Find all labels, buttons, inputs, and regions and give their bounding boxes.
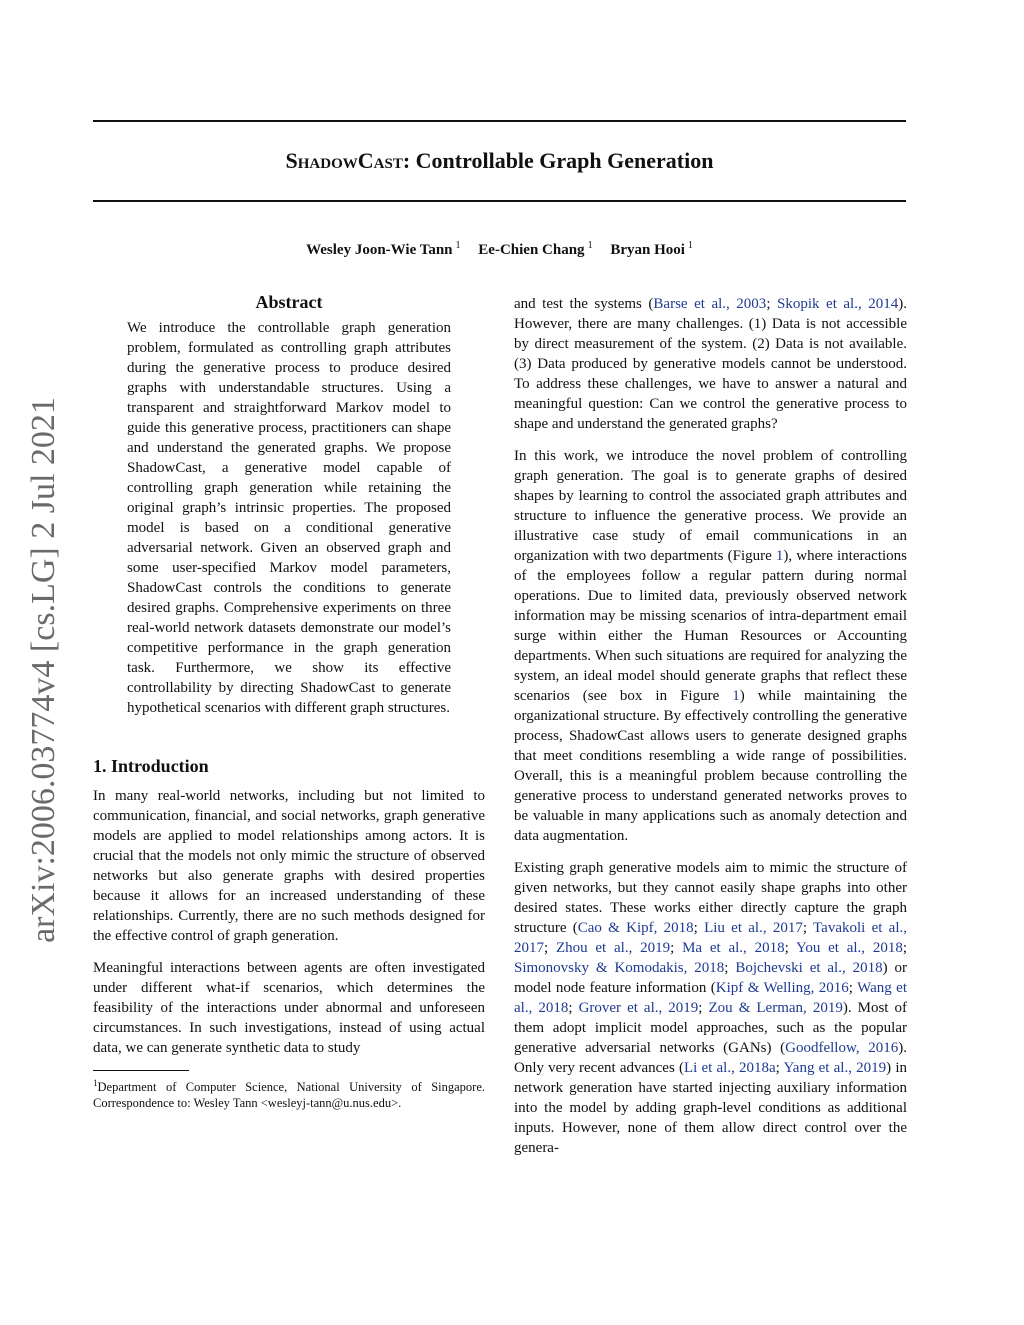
citation-link[interactable]: Yang et al., 2019: [783, 1060, 887, 1076]
paper-title: [93, 146, 906, 176]
separator: ;: [724, 960, 736, 976]
footnote-text: Department of Computer Science, National University of Singapore. Correspondence to: Wesley Tann <wesleyj-tann@u.nus.edu>.: [93, 1080, 485, 1111]
author-2-affil: 1: [587, 240, 593, 251]
right-column: [514, 294, 907, 1170]
author-3-name: Bryan Hooi: [610, 242, 685, 258]
citation-link[interactable]: Li et al., 2018a: [683, 1060, 776, 1076]
title-top-rule: [93, 120, 906, 122]
separator: ;: [693, 920, 705, 936]
right-paragraph-2: [514, 446, 907, 846]
separator: ;: [544, 940, 556, 956]
author-3: [610, 242, 693, 258]
author-3-affil: 1: [687, 240, 693, 251]
citation-link[interactable]: Cao & Kipf, 2018: [577, 920, 694, 936]
footnote-rule: [93, 1070, 189, 1071]
author-1-affil: 1: [455, 240, 461, 251]
abstract-heading: Abstract: [255, 292, 323, 312]
separator: ;: [698, 1000, 709, 1016]
text-run: ) while maintaining the organizational structure. By effectively controlling the generative process, ShadowCast allows users to generate designed graphs that meet conditions resembling a wide range of possibilities. Overall, this is a meaningful problem because controlling the generative process to understand generated networks proves to be valuable in many applications such as anomaly detection and data augmentation.: [514, 688, 907, 844]
text-run: ) or model node feature information (: [514, 960, 907, 996]
right-paragraph-3: [514, 858, 907, 1158]
citation-link[interactable]: Kipf & Welling, 2016: [715, 980, 849, 996]
separator: ;: [670, 940, 683, 956]
separator: ;: [775, 1060, 784, 1076]
citation-link[interactable]: Goodfellow, 2016: [785, 1040, 899, 1056]
citation-link[interactable]: Bojchevski et al., 2018: [735, 960, 883, 976]
title-bottom-rule: [93, 200, 906, 202]
citation-link[interactable]: Ma et al., 2018: [682, 940, 785, 956]
citation-link[interactable]: Grover et al., 2019: [578, 1000, 699, 1016]
figure-ref-link[interactable]: 1: [732, 688, 740, 704]
abstract-text: We introduce the controllable graph generation problem, formulated as controlling graph attributes during the generative process to produce desired graphs with understandable structures. Using a transparent and straightforward Markov model to guide this generative process, practitioners can shape and understand the generated graphs. We propose ShadowCast, a generative model capable of controlling graph generation while retaining the original graph’s intrinsic properties. The proposed model is based on a conditional generative adversarial network. Given an observed graph and some user-specified Markov model parameters, ShadowCast controls the conditions to generate desired graphs. Comprehensive experiments on three real-world network datasets demonstrate our model’s competitive performance in the graph generation task. Furthermore, we show its effective controllability by directing ShadowCast to generate hypothetical scenarios with different graph structures.: [127, 320, 451, 716]
citation-link[interactable]: Skopik et al., 2014: [777, 296, 899, 312]
text-run: ;: [766, 296, 778, 312]
left-column: [93, 290, 485, 1111]
footnote: [93, 1075, 485, 1111]
author-1: [306, 242, 460, 258]
right-paragraph-1: [514, 294, 907, 434]
citation-link[interactable]: Zhou et al., 2019: [555, 940, 671, 956]
separator: ;: [568, 1000, 579, 1016]
text-run: Existing graph generative models aim to mimic the structure of given networks, but they cannot easily shape graphs into other desired states. These works either directly capture the graph structure (: [514, 860, 907, 936]
author-1-name: Wesley Joon-Wie Tann: [306, 242, 453, 258]
separator: ;: [784, 940, 796, 956]
author-2: [478, 242, 592, 258]
title-rest: : Controllable Graph Generation: [402, 148, 714, 173]
text-run: and test the systems (: [514, 296, 654, 312]
title-model-name: ShadowCast: [285, 148, 403, 173]
citation-link[interactable]: Tavakoli et al., 2017: [514, 920, 907, 956]
separator: ;: [848, 980, 858, 996]
citation-link[interactable]: Barse et al., 2003: [653, 296, 767, 312]
citation-link[interactable]: Liu et al., 2017: [704, 920, 803, 936]
text-run: ). Most of them adopt implicit model approaches, such as the popular generative adversarial networks (GANs) (: [514, 1000, 907, 1056]
footnote-mark: 1: [93, 1078, 98, 1088]
author-list: [93, 236, 906, 260]
intro-paragraph-1: In many real-world networks, including but not limited to communication, financial, and social networks, graph generative models are applied to model relationships among actors. It is crucial that the models not only mimic the structure of observed networks but also generate graphs with desired properties because it allows for an increased understanding of these relationships. Currently, there are no such methods designed for the effective control of graph generation.: [93, 788, 485, 944]
text-run: ), where interactions of the employees follow a regular pattern during normal operations. Due to limited data, previously observed network information may be missing scenarios of intra-department email surge within either the Human Resources or Accounting departments. When such situations are required for analyzing the system, an ideal model should generate graphs that reflect these scenarios (see box in Figure: [514, 548, 907, 704]
text-run: ). Only very recent advances (: [514, 1040, 907, 1076]
text-run: In this work, we introduce the novel problem of controlling graph generation. The goal is to generate graphs of desired shapes by learning to control the associated graph attributes and structure to influence the generative process. We provide an illustrative case study of email communications in an organization with two departments (Figure: [514, 448, 907, 564]
text-run: ) in network generation have started injecting auxiliary information into the model by adding graph-level conditions as additional inputs. However, none of them allow direct control over the genera-: [514, 1060, 907, 1156]
figure-ref-link[interactable]: 1: [775, 548, 784, 564]
text-run: ). However, there are many challenges. (1) Data is not accessible by direct measurement of the system. (2) Data is not available. (3) Data produced by generative models cannot be understood. To address these challenges, we have to answer a natural and meaningful question: Can we control the generative process to shape and understand the generated graphs?: [514, 296, 907, 432]
separator: ;: [902, 940, 907, 956]
arxiv-stamp: arXiv:2006.03774v4 [cs.LG] 2 Jul 2021: [25, 397, 62, 943]
citation-link[interactable]: Zou & Lerman, 2019: [708, 1000, 843, 1016]
separator: ;: [802, 920, 814, 936]
citation-link[interactable]: Wang et al., 2018: [514, 980, 907, 1016]
author-2-name: Ee-Chien Chang: [478, 242, 585, 258]
introduction-heading: 1. Introduction: [93, 756, 209, 776]
intro-paragraph-2: Meaningful interactions between agents are often investigated under different what-if scenarios, which determines the feasibility of the interactions under abnormal and unforeseen circumstances. In such investigations, instead of using actual data, we can generate synthetic data to study: [93, 960, 485, 1056]
citation-link[interactable]: Simonovsky & Komodakis, 2018: [514, 960, 725, 976]
citation-link[interactable]: You et al., 2018: [795, 940, 903, 956]
